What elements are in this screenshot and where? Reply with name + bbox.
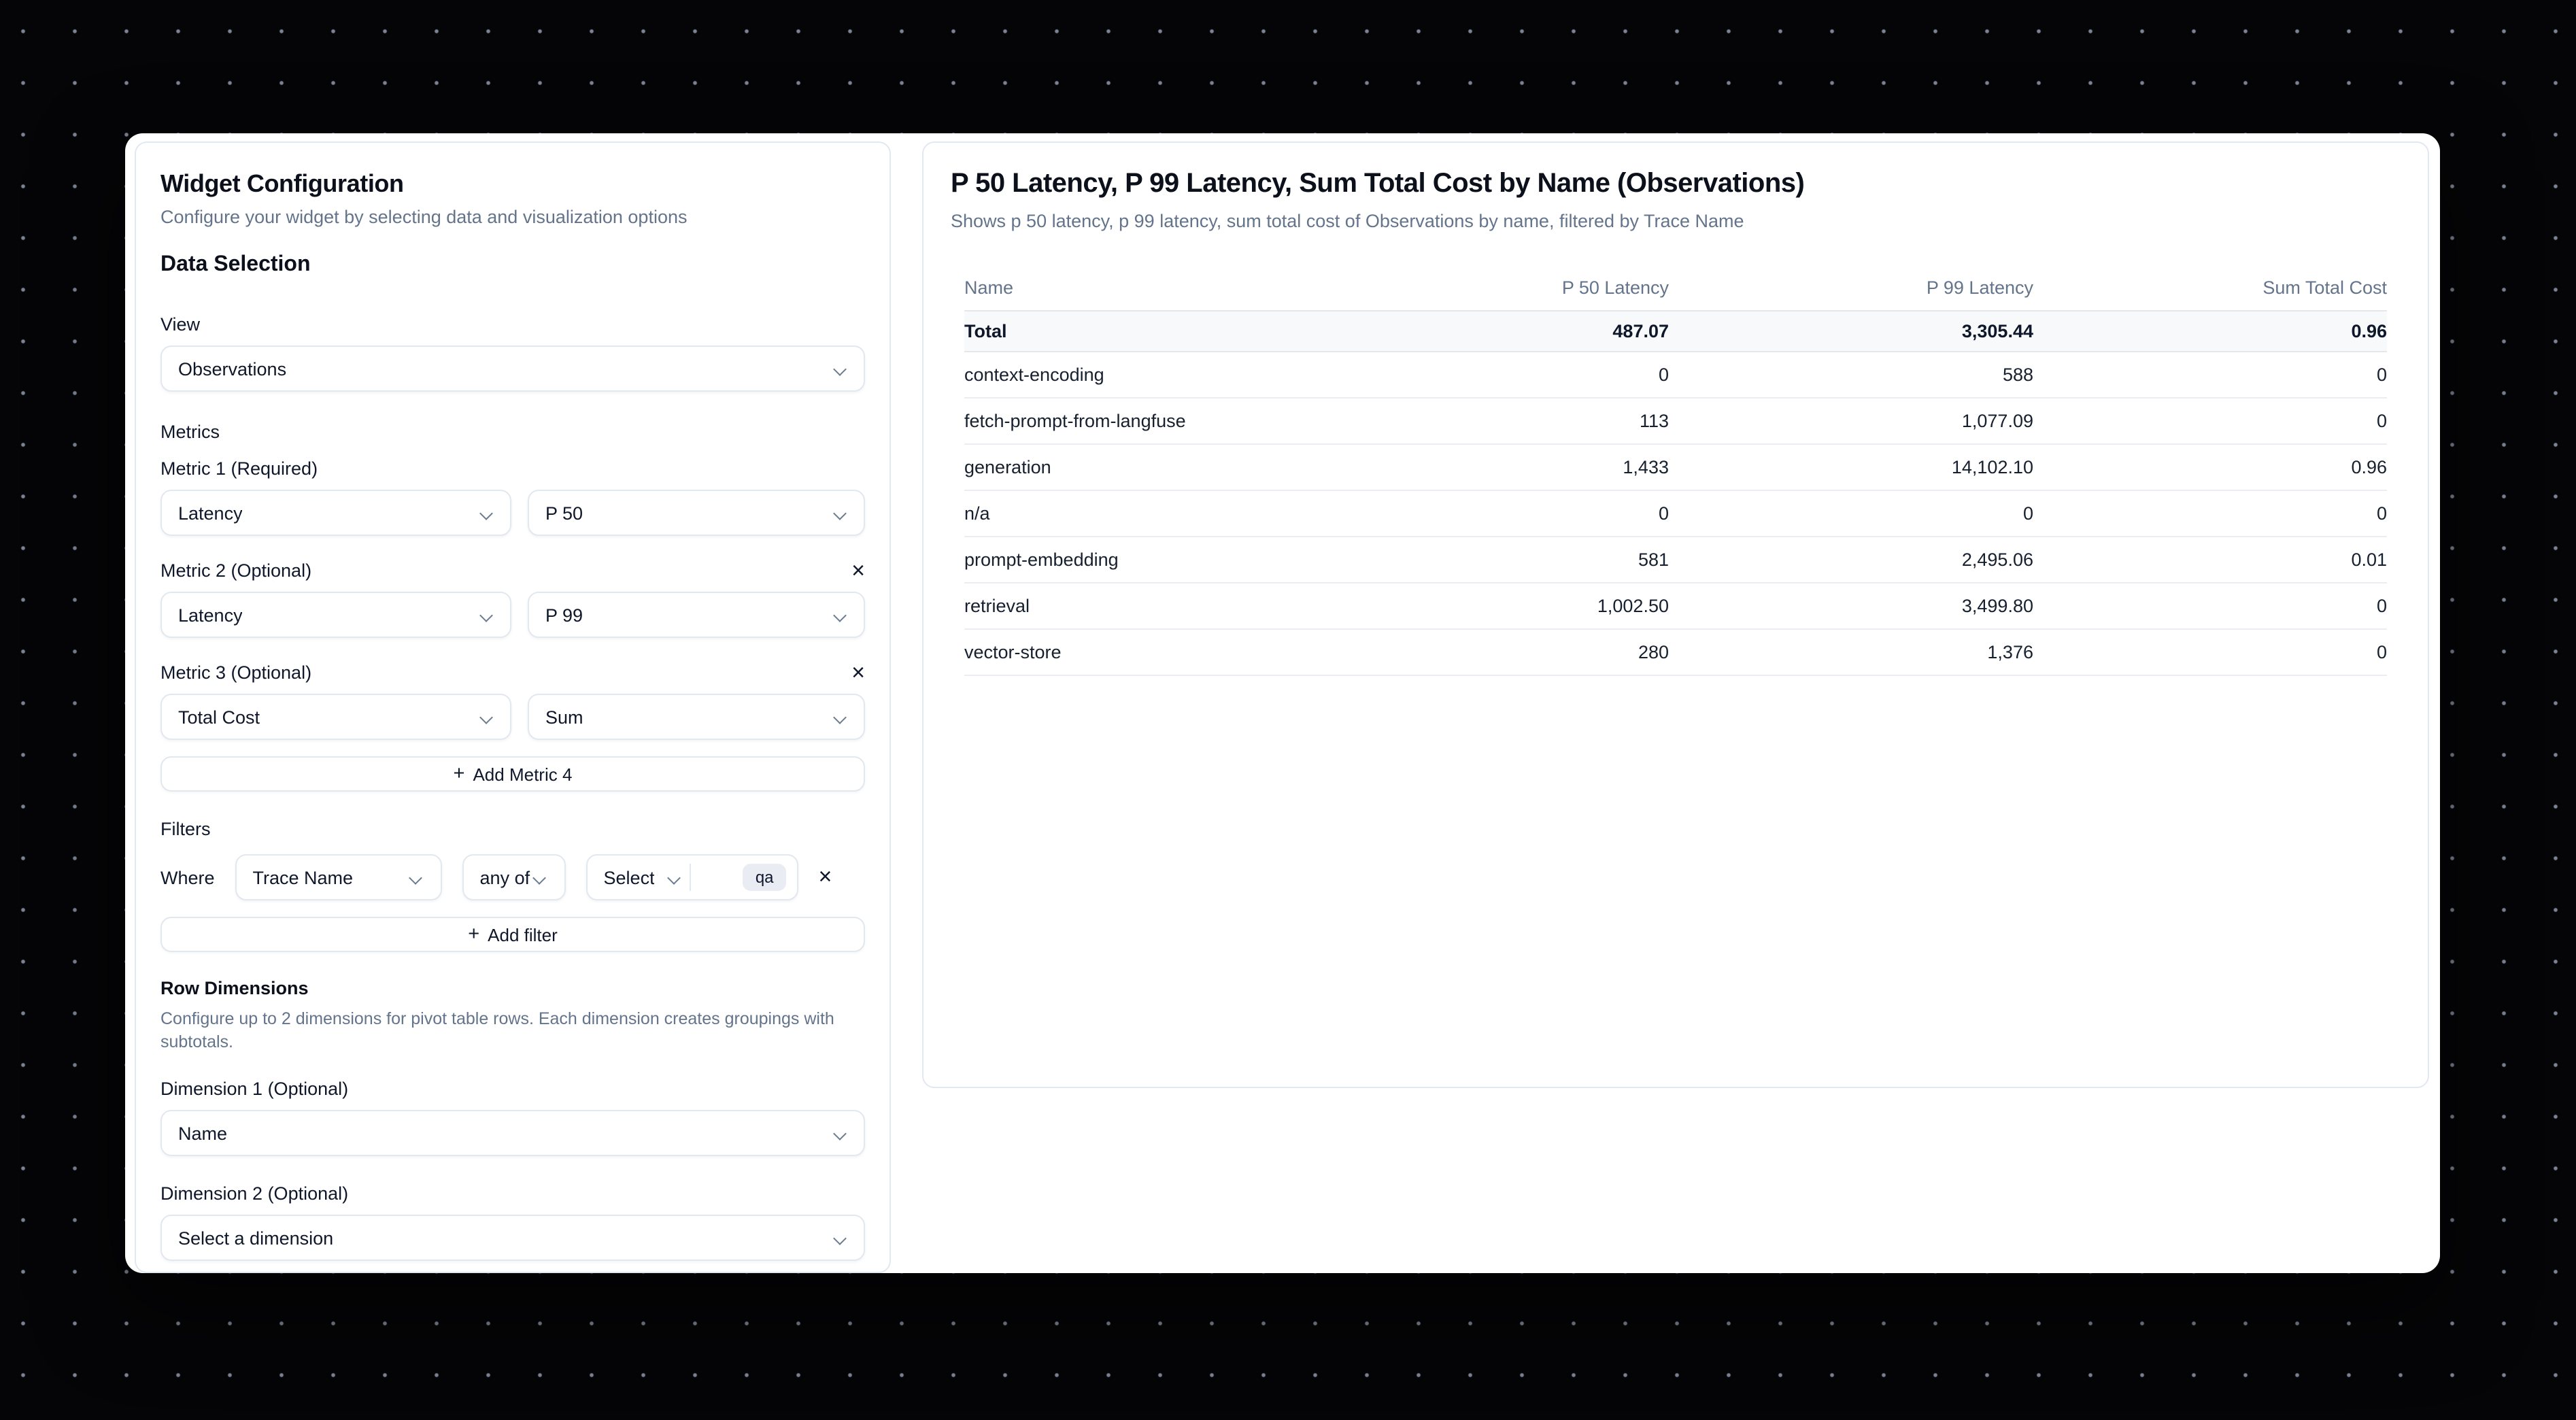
metric-3-aggregation-select[interactable]	[528, 694, 865, 740]
panel-title: Widget Configuration	[160, 170, 404, 197]
plus-icon: +	[453, 762, 465, 785]
cell-name: n/a	[964, 490, 1304, 536]
metric-2-label-row	[160, 559, 865, 582]
cell-p50: 280	[1304, 628, 1669, 675]
metric-3-label: Metric 3 (Optional)	[160, 662, 312, 683]
chevron-down-icon	[408, 869, 424, 885]
dimension-2-label: Dimension 2 (Optional)	[160, 1183, 349, 1204]
col-header-p50: P 50 Latency	[1561, 277, 1669, 299]
table-row	[964, 536, 2387, 582]
metric-2-label: Metric 2 (Optional)	[160, 560, 312, 581]
dimension-2-value: Select a dimension	[178, 1228, 334, 1248]
filter-value-wrap	[604, 867, 682, 888]
table-header-row	[964, 267, 2387, 310]
col-header-name: Name	[964, 277, 1014, 299]
cell-p50: 113	[1304, 397, 1669, 443]
dimension-2-select[interactable]	[160, 1215, 865, 1261]
metric-2-aggregation-value: P 99	[545, 605, 583, 625]
cell-name: context-encoding	[964, 351, 1304, 397]
metric-2-row	[160, 592, 865, 638]
cell-p99: 1,077.09	[1669, 397, 2033, 443]
dimension-1-select[interactable]	[160, 1110, 865, 1156]
chevron-down-icon	[666, 869, 682, 885]
plus-icon: +	[468, 923, 480, 945]
metric-3-measure-value: Total Cost	[178, 707, 260, 727]
cell-p50: 1,002.50	[1304, 582, 1669, 628]
chevron-down-icon	[477, 709, 494, 725]
add-metric-button[interactable]	[160, 756, 865, 792]
filter-operator-value: any of	[479, 867, 530, 888]
chevron-down-icon	[831, 360, 847, 377]
cell-p50: 487.07	[1304, 310, 1669, 351]
cell-p99: 3,499.80	[1669, 582, 2033, 628]
metric-1-row	[160, 490, 865, 536]
metric-1-aggregation-select[interactable]	[528, 490, 865, 536]
filter-value-select[interactable]	[586, 854, 798, 900]
filter-column-select[interactable]	[235, 854, 442, 900]
cell-name: prompt-embedding	[964, 536, 1304, 582]
remove-metric-3-icon[interactable]: ×	[851, 659, 865, 685]
cell-p99: 588	[1669, 351, 2033, 397]
chevron-down-icon	[831, 1230, 847, 1246]
cell-name: generation	[964, 443, 1304, 490]
filters-heading: Filters	[160, 819, 211, 839]
cell-cost: 0	[2033, 397, 2387, 443]
widget-editor-dialog	[125, 133, 2440, 1273]
metric-2-measure-select[interactable]	[160, 592, 511, 638]
cell-p50: 581	[1304, 536, 1669, 582]
cell-name: Total	[964, 310, 1304, 351]
metric-3-measure-select[interactable]	[160, 694, 511, 740]
dimension-1-label: Dimension 1 (Optional)	[160, 1079, 349, 1099]
cell-p99: 14,102.10	[1669, 443, 2033, 490]
remove-filter-icon[interactable]: ×	[818, 864, 832, 890]
cell-cost: 0.96	[2033, 310, 2387, 351]
cell-p50: 0	[1304, 351, 1669, 397]
filter-value-chip[interactable]: qa	[743, 864, 786, 891]
cell-cost: 0	[2033, 582, 2387, 628]
remove-metric-2-icon[interactable]: ×	[851, 557, 865, 583]
cell-p50: 0	[1304, 490, 1669, 536]
configuration-panel	[135, 141, 891, 1273]
metric-1-aggregation-value: P 50	[545, 503, 583, 523]
cell-name: fetch-prompt-from-langfuse	[964, 397, 1304, 443]
cell-p99: 0	[1669, 490, 2033, 536]
metric-2-aggregation-select[interactable]	[528, 592, 865, 638]
table-row	[964, 397, 2387, 443]
chevron-down-icon	[831, 505, 847, 521]
chevron-down-icon	[477, 607, 494, 623]
pivot-table	[951, 267, 2401, 675]
cell-cost: 0.01	[2033, 536, 2387, 582]
preview-title: P 50 Latency, P 99 Latency, Sum Total Cost by Name (Observations)	[951, 169, 1805, 199]
metrics-heading: Metrics	[160, 422, 220, 442]
filter-value-placeholder: Select	[603, 867, 655, 888]
filter-row	[160, 854, 865, 900]
filter-where-label: Where	[160, 867, 215, 888]
row-dimensions-description: Configure up to 2 dimensions for pivot table rows. Each dimension creates groupings with subtotals.	[160, 1009, 834, 1051]
metric-1-label: Metric 1 (Required)	[160, 458, 318, 479]
data-selection-heading: Data Selection	[160, 253, 311, 276]
cell-cost: 0	[2033, 490, 2387, 536]
row-dimensions-heading: Row Dimensions	[160, 978, 309, 998]
cell-cost: 0	[2033, 628, 2387, 675]
panel-subtitle: Configure your widget by selecting data and visualization options	[160, 207, 688, 227]
filter-operator-select[interactable]	[462, 854, 566, 900]
add-filter-label: Add filter	[488, 924, 558, 945]
metric-3-label-row	[160, 661, 865, 684]
cell-p99: 3,305.44	[1669, 310, 2033, 351]
table-row	[964, 582, 2387, 628]
chevron-down-icon	[477, 505, 494, 521]
cell-name: retrieval	[964, 582, 1304, 628]
chevron-down-icon	[831, 709, 847, 725]
metric-3-aggregation-value: Sum	[545, 707, 583, 727]
view-select-value: Observations	[178, 358, 287, 379]
view-select[interactable]	[160, 345, 865, 392]
col-header-p99: P 99 Latency	[1926, 277, 2033, 299]
dimension-1-value: Name	[178, 1123, 228, 1143]
cell-p99: 1,376	[1669, 628, 2033, 675]
metric-2-measure-value: Latency	[178, 605, 243, 625]
metric-3-row	[160, 694, 865, 740]
filter-column-value: Trace Name	[252, 867, 354, 888]
metric-1-measure-value: Latency	[178, 503, 243, 523]
filter-value-divider	[690, 864, 692, 891]
view-label: View	[160, 314, 201, 335]
col-header-cost: Sum Total Cost	[2263, 277, 2387, 299]
table-row	[964, 351, 2387, 397]
cell-p50: 1,433	[1304, 443, 1669, 490]
add-metric-label: Add Metric 4	[473, 764, 573, 784]
cell-name: vector-store	[964, 628, 1304, 675]
preview-subtitle: Shows p 50 latency, p 99 latency, sum total cost of Observations by name, filtered by Trace Name	[951, 211, 1744, 231]
metric-1-measure-select[interactable]	[160, 490, 511, 536]
table-total-row	[964, 310, 2387, 351]
cell-cost: 0.96	[2033, 443, 2387, 490]
table-row	[964, 443, 2387, 490]
preview-panel	[922, 141, 2429, 1088]
add-filter-button[interactable]	[160, 917, 865, 952]
cell-p99: 2,495.06	[1669, 536, 2033, 582]
table-row	[964, 490, 2387, 536]
chevron-down-icon	[532, 869, 548, 885]
table-row	[964, 628, 2387, 675]
cell-cost: 0	[2033, 351, 2387, 397]
chevron-down-icon	[831, 607, 847, 623]
chevron-down-icon	[831, 1125, 847, 1141]
